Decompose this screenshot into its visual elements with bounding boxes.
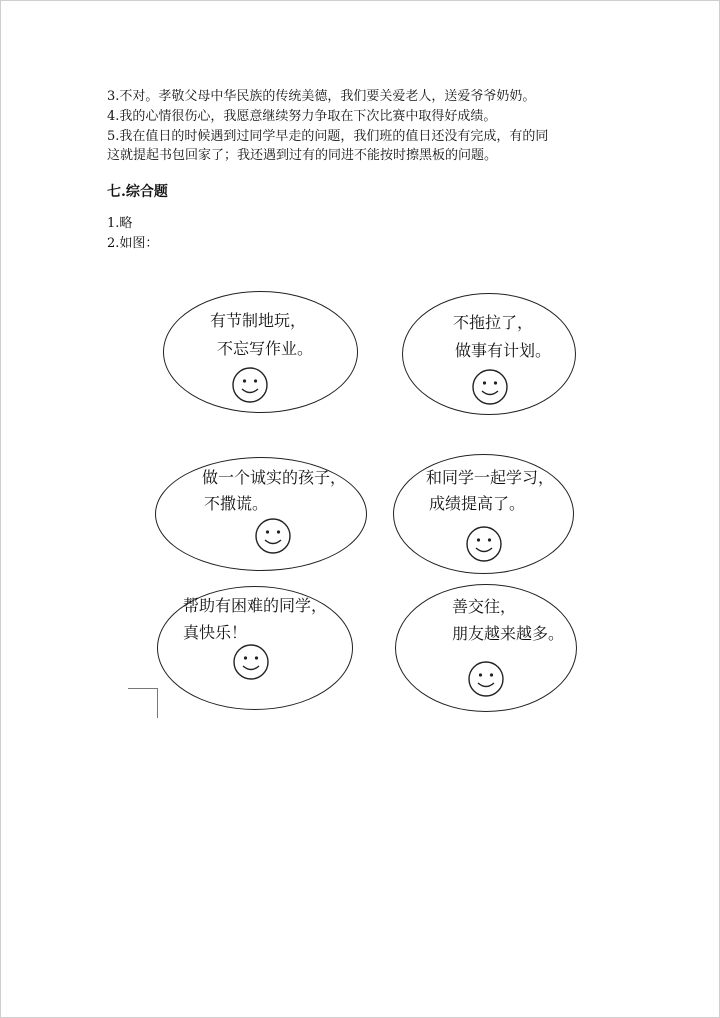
bubble-3-line1: 做一个诚实的孩子， [202, 468, 347, 487]
bubble-1-line1: 有节制地玩， [210, 311, 307, 330]
bubble-3-line2: 不撒谎。 [204, 494, 269, 513]
answer-5-line1: 5.我在值日的时候遇到过同学早走的问题，我们班的值日还没有完成，有的同 [107, 129, 549, 144]
bubble-6-line1: 善交往， [452, 597, 517, 616]
answer-3: 3.不对。孝敬父母中华民族的传统美德，我们要关爱老人，送爱爷爷奶奶。 [107, 89, 536, 104]
bubble-1-line2: 不忘写作业。 [217, 339, 314, 358]
bubble-5-line2: 真快乐！ [183, 623, 248, 642]
section-heading: 七.综合题 [107, 184, 168, 200]
answer-4: 4.我的心情很伤心，我愿意继续努力争取在下次比赛中取得好成绩。 [107, 109, 497, 124]
smiley-face-icon [467, 660, 505, 698]
item-2: 2.如图： [107, 236, 159, 251]
smiley-face-icon [232, 643, 270, 681]
smiley-face-icon [471, 368, 509, 406]
crop-mark [128, 688, 158, 718]
smiley-face-icon [465, 525, 503, 563]
bubble-2-line1: 不拖拉了， [453, 313, 534, 332]
item-1: 1.略 [107, 216, 133, 231]
smiley-face-icon [231, 366, 269, 404]
smiley-face-icon [254, 517, 292, 555]
bubble-5-line1: 帮助有困难的同学， [183, 596, 328, 615]
bubble-4-line2: 成绩提高了。 [429, 494, 526, 513]
bubble-6-line2: 朋友越来越多。 [452, 624, 565, 643]
bubble-4-line1: 和同学一起学习， [426, 468, 555, 487]
bubble-2-line2: 做事有计划。 [455, 341, 552, 360]
answer-5-line2: 这就提起书包回家了；我还遇到过有的同进不能按时擦黑板的问题。 [107, 148, 498, 163]
